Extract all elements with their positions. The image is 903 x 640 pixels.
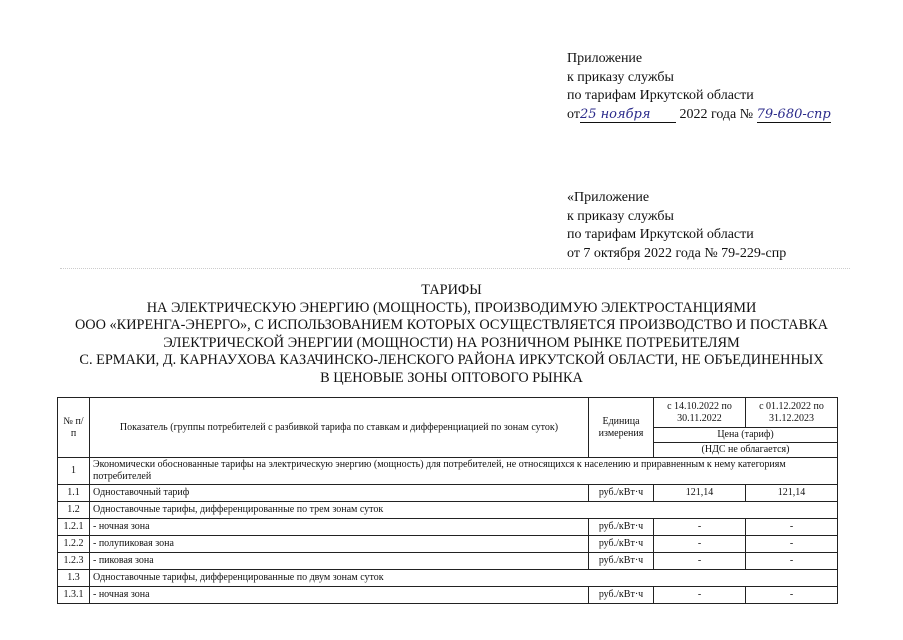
row-unit: руб./кВт·ч bbox=[589, 485, 654, 502]
document-title bbox=[0, 282, 903, 388]
old-appendix-agency: по тарифам Иркутской области bbox=[567, 227, 754, 242]
header-indicator: Показатель (группы потребителей с разбивкой тарифа по ставкам и дифференциацией по зонам суток) bbox=[90, 398, 589, 458]
row-unit: руб./кВт·ч bbox=[589, 519, 654, 536]
appendix-new-header bbox=[567, 50, 831, 124]
row-name: - пиковая зона bbox=[90, 553, 589, 570]
header-period-1: с 14.10.2022 по 30.11.2022 bbox=[654, 398, 746, 428]
row-num: 1.3 bbox=[58, 570, 90, 587]
title-line-6: В ЦЕНОВЫЕ ЗОНЫ ОПТОВОГО РЫНКА bbox=[320, 369, 583, 386]
header-unit: Единица измерения bbox=[589, 398, 654, 458]
table-section-row bbox=[58, 458, 838, 485]
title-line-1: ТАРИФЫ bbox=[421, 282, 482, 298]
appendix-order-ref: к приказу службы bbox=[567, 69, 674, 85]
old-appendix-date: от 7 октября 2022 года № 79-229-спр bbox=[567, 245, 787, 261]
header-price: Цена (тариф) bbox=[654, 428, 838, 443]
table-header-row bbox=[58, 398, 838, 428]
appendix-old-header bbox=[567, 189, 786, 263]
title-line-4: ЭЛЕКТРИЧЕСКОЙ ЭНЕРГИИ (МОЩНОСТИ) НА РОЗНИЧНОМ РЫНКЕ ПОТРЕБИТЕЛЯМ bbox=[163, 334, 740, 351]
table-row bbox=[58, 502, 838, 519]
date-year: 2022 года № bbox=[679, 106, 754, 122]
old-appendix-title: «Приложение bbox=[567, 190, 650, 205]
scan-artifact-line bbox=[60, 268, 850, 269]
table-row bbox=[58, 553, 838, 570]
old-appendix-order-ref: к приказу службы bbox=[567, 208, 674, 224]
row-value-period-2: - bbox=[746, 587, 838, 604]
header-vat: (НДС не облагается) bbox=[654, 443, 838, 458]
header-num: № п/п bbox=[58, 398, 90, 458]
title-line-5: С. ЕРМАКИ, Д. КАРНАУХОВА КАЗАЧИНСКО-ЛЕНСКОГО РАЙОНА ИРКУТСКОЙ ОБЛАСТИ, НЕ ОБЪЕДИНЕННЫХ bbox=[79, 352, 824, 369]
row-value-period-1: - bbox=[654, 519, 746, 536]
handwritten-order-number: 79-680-спр bbox=[756, 106, 831, 122]
table-row bbox=[58, 519, 838, 536]
row-value-period-2: - bbox=[746, 519, 838, 536]
row-name: - ночная зона bbox=[90, 587, 589, 604]
row-value-period-1: - bbox=[654, 553, 746, 570]
table-row bbox=[58, 570, 838, 587]
row-num: 1.2.1 bbox=[58, 519, 90, 536]
table-row bbox=[58, 587, 838, 604]
row-num: 1.2 bbox=[58, 502, 90, 519]
row-num: 1.2.3 bbox=[58, 553, 90, 570]
row-name: Одноставочные тарифы, дифференцированные по двум зонам суток bbox=[90, 570, 838, 587]
section-text: Экономически обоснованные тарифы на электрическую энергию (мощность) для потребителей, не относящихся к населению и приравненным к нему категориям потребителей bbox=[90, 458, 838, 485]
row-name: - полупиковая зона bbox=[90, 536, 589, 553]
row-unit: руб./кВт·ч bbox=[589, 587, 654, 604]
row-num: 1.1 bbox=[58, 485, 90, 502]
row-value-period-2: - bbox=[746, 536, 838, 553]
table-row bbox=[58, 536, 838, 553]
title-line-3: ООО «КИРЕНГА-ЭНЕРГО», С ИСПОЛЬЗОВАНИЕМ КОТОРЫХ ОСУЩЕСТВЛЯЕТСЯ ПРОИЗВОДСТВО И ПОСТАВКА bbox=[74, 317, 828, 334]
row-num: 1.2.2 bbox=[58, 536, 90, 553]
row-unit: руб./кВт·ч bbox=[589, 536, 654, 553]
appendix-title: Приложение bbox=[567, 51, 643, 66]
table-row bbox=[58, 485, 838, 502]
row-value-period-2: 121,14 bbox=[746, 485, 838, 502]
row-num: 1.3.1 bbox=[58, 587, 90, 604]
row-value-period-1: 121,14 bbox=[654, 485, 746, 502]
row-unit: руб./кВт·ч bbox=[589, 553, 654, 570]
row-value-period-1: - bbox=[654, 587, 746, 604]
section-num: 1 bbox=[58, 458, 90, 485]
header-period-2: с 01.12.2022 по 31.12.2023 bbox=[746, 398, 838, 428]
title-line-2: НА ЭЛЕКТРИЧЕСКУЮ ЭНЕРГИЮ (МОЩНОСТЬ), ПРОИЗВОДИМУЮ ЭЛЕКТРОСТАНЦИЯМИ bbox=[146, 299, 757, 316]
appendix-agency: по тарифам Иркутской области bbox=[567, 88, 754, 103]
appendix-date-line bbox=[567, 106, 831, 125]
tariff-table bbox=[57, 397, 838, 604]
row-value-period-1: - bbox=[654, 536, 746, 553]
date-prefix: от bbox=[567, 106, 580, 122]
row-name: Одноставочные тарифы, дифференцированные по трем зонам суток bbox=[90, 502, 838, 519]
row-value-period-2: - bbox=[746, 553, 838, 570]
row-name: Одноставочный тариф bbox=[90, 485, 589, 502]
handwritten-date: 25 ноября bbox=[580, 108, 676, 123]
row-name: - ночная зона bbox=[90, 519, 589, 536]
